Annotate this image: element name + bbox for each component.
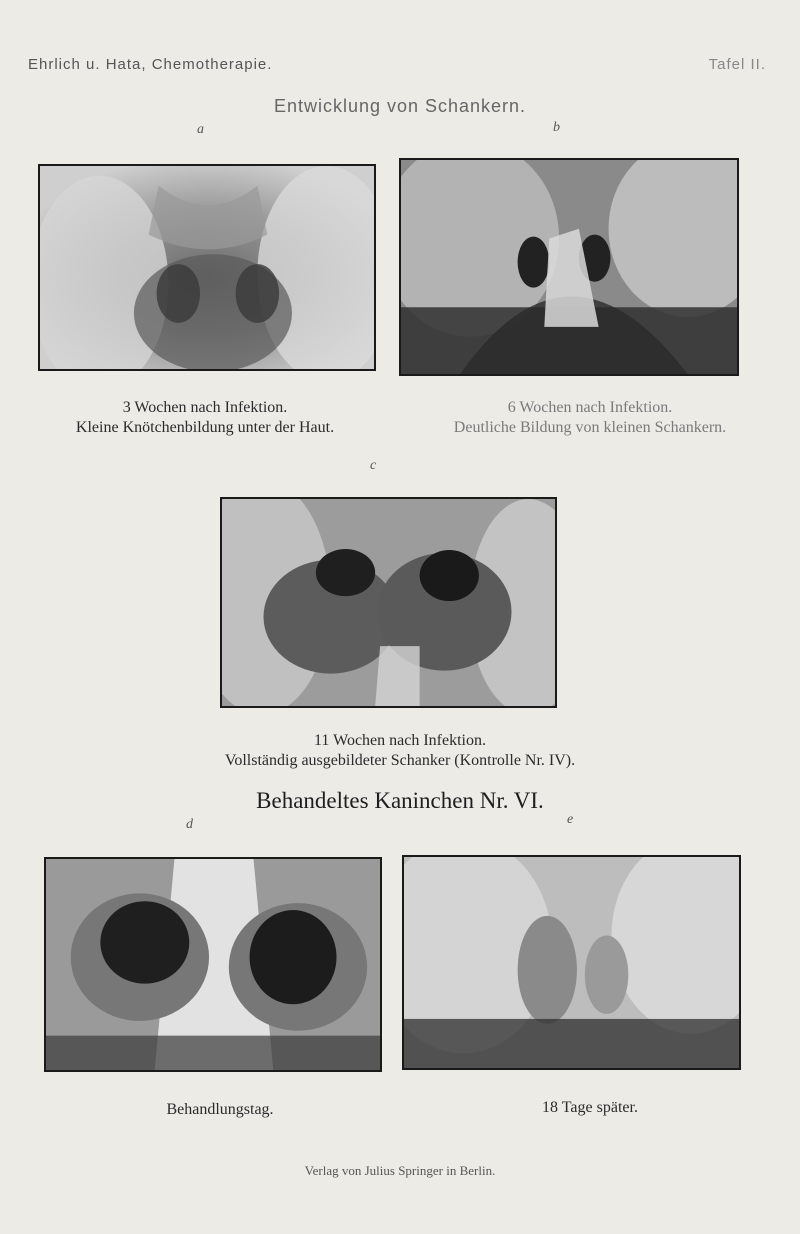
- running-head-left: Ehrlich u. Hata, Chemotherapie.: [28, 56, 273, 73]
- figure-b-letter: b: [553, 120, 560, 135]
- plate-number: Tafel II.: [708, 56, 766, 73]
- figure-c-caption: [0, 731, 800, 771]
- figure-d-letter: d: [186, 817, 193, 832]
- figure-c-letter: c: [370, 458, 377, 473]
- figure-e-caption: 18 Tage später.: [542, 1099, 638, 1116]
- figure-b-caption-line2: Deutliche Bildung von kleinen Schankern.: [453, 419, 727, 436]
- section-title: Entwicklung von Schankern.: [273, 96, 527, 116]
- figure-c-caption-line1: 11 Wochen nach Infektion.: [314, 732, 486, 749]
- figure-a-caption-line2: Kleine Knötchenbildung unter der Haut.: [75, 419, 335, 436]
- figure-e-photo: [402, 855, 741, 1070]
- figure-c-photo: [220, 497, 557, 708]
- figure-d-photo: [44, 857, 382, 1072]
- figure-b-caption: [390, 398, 790, 438]
- figure-c-caption-line2: Vollständig ausgebildeter Schanker (Kontrolle Nr. IV).: [224, 752, 576, 769]
- figure-a-photo: [38, 164, 376, 371]
- figure-d-caption: Behandlungstag.: [166, 1101, 274, 1118]
- figure-a-caption-line1: 3 Wochen nach Infektion.: [122, 399, 288, 416]
- figure-a-caption: [0, 398, 410, 438]
- figure-a-letter: a: [197, 122, 204, 137]
- publisher-footer: Verlag von Julius Springer in Berlin.: [304, 1163, 496, 1178]
- figure-b-photo: [399, 158, 739, 376]
- figure-b-caption-line1: 6 Wochen nach Infektion.: [507, 399, 673, 416]
- treated-rabbit-heading: Behandeltes Kaninchen Nr. VI.: [256, 788, 544, 813]
- figure-e-letter: e: [567, 812, 574, 827]
